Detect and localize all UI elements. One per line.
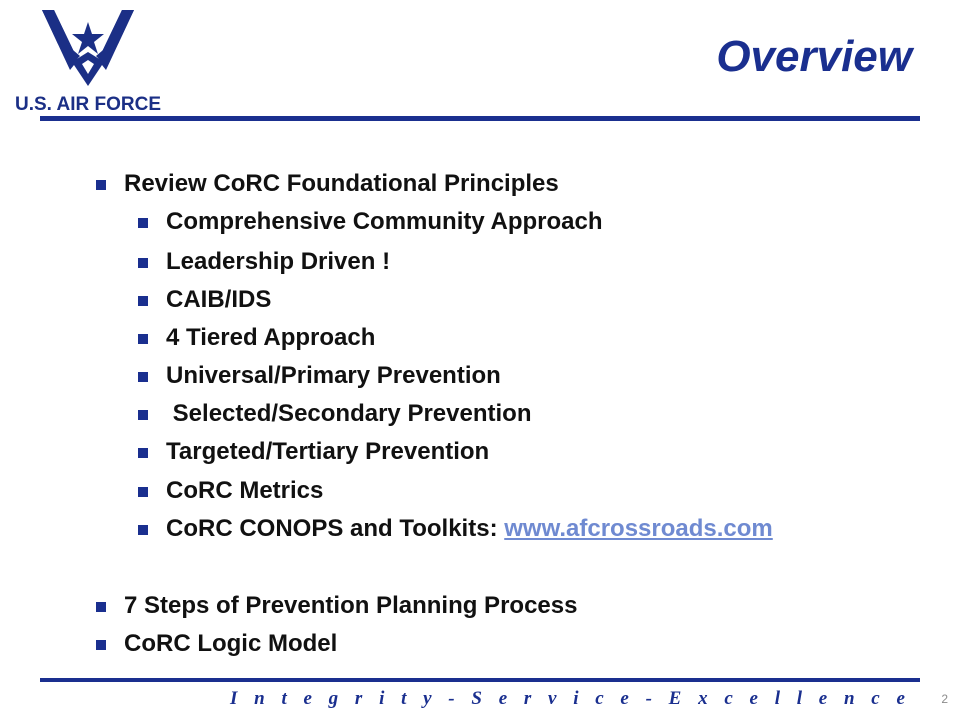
bullet-marker-icon bbox=[138, 218, 148, 228]
sub-bullet-item bbox=[166, 438, 489, 466]
bullet-marker-icon bbox=[138, 334, 148, 344]
bullet-text: Selected/Secondary Prevention bbox=[166, 400, 532, 427]
bullet-text: Leadership Driven ! bbox=[166, 248, 391, 275]
bullet-text: 7 Steps of Prevention Planning Process bbox=[124, 592, 578, 619]
bullet-text: CAIB/IDS bbox=[166, 286, 272, 313]
footer-motto: I n t e g r i t y - S e r v i c e - E x c e l l e n c e bbox=[230, 688, 911, 709]
bullet-text: Review CoRC Foundational Principles bbox=[124, 170, 559, 197]
bullet-text: Targeted/Tertiary Prevention bbox=[166, 438, 490, 465]
bullet-item bbox=[124, 630, 337, 658]
sub-bullet-item bbox=[166, 515, 773, 543]
sub-bullet-item bbox=[166, 400, 531, 428]
bottom-divider bbox=[40, 678, 920, 682]
sub-bullet-item bbox=[166, 208, 603, 236]
bullet-text: CoRC Logic Model bbox=[124, 630, 338, 657]
bullet-text: Universal/Primary Prevention bbox=[166, 362, 501, 389]
bullet-text: 4 Tiered Approach bbox=[166, 324, 376, 351]
bullet-text: CoRC Metrics bbox=[166, 477, 324, 504]
bullet-marker-icon bbox=[138, 258, 148, 268]
sub-bullet-item bbox=[166, 286, 271, 314]
bullet-text: Comprehensive Community Approach bbox=[166, 208, 603, 235]
bullet-marker-icon bbox=[138, 525, 148, 535]
sub-bullet-item bbox=[166, 362, 501, 390]
bullet-marker-icon bbox=[138, 372, 148, 382]
bullet-marker-icon bbox=[96, 180, 106, 190]
sub-bullet-item bbox=[166, 477, 323, 505]
bullet-marker-icon bbox=[138, 296, 148, 306]
bullet-marker-icon bbox=[96, 602, 106, 612]
sub-bullet-item bbox=[166, 324, 375, 352]
slide-title: Overview bbox=[716, 32, 912, 81]
bullet-item bbox=[124, 592, 577, 620]
sub-bullet-item bbox=[166, 248, 390, 276]
bullet-marker-icon bbox=[138, 410, 148, 420]
bullet-marker-icon bbox=[138, 487, 148, 497]
bullet-text: CoRC CONOPS and Toolkits: bbox=[166, 515, 498, 542]
page-number: 2 bbox=[941, 692, 948, 706]
bullet-marker-icon bbox=[138, 448, 148, 458]
bullet-marker-icon bbox=[96, 640, 106, 650]
logo-text: U.S. AIR FORCE bbox=[14, 94, 162, 115]
toolkits-link[interactable]: www.afcrossroads.com bbox=[504, 515, 773, 542]
bullet-item bbox=[124, 170, 559, 198]
